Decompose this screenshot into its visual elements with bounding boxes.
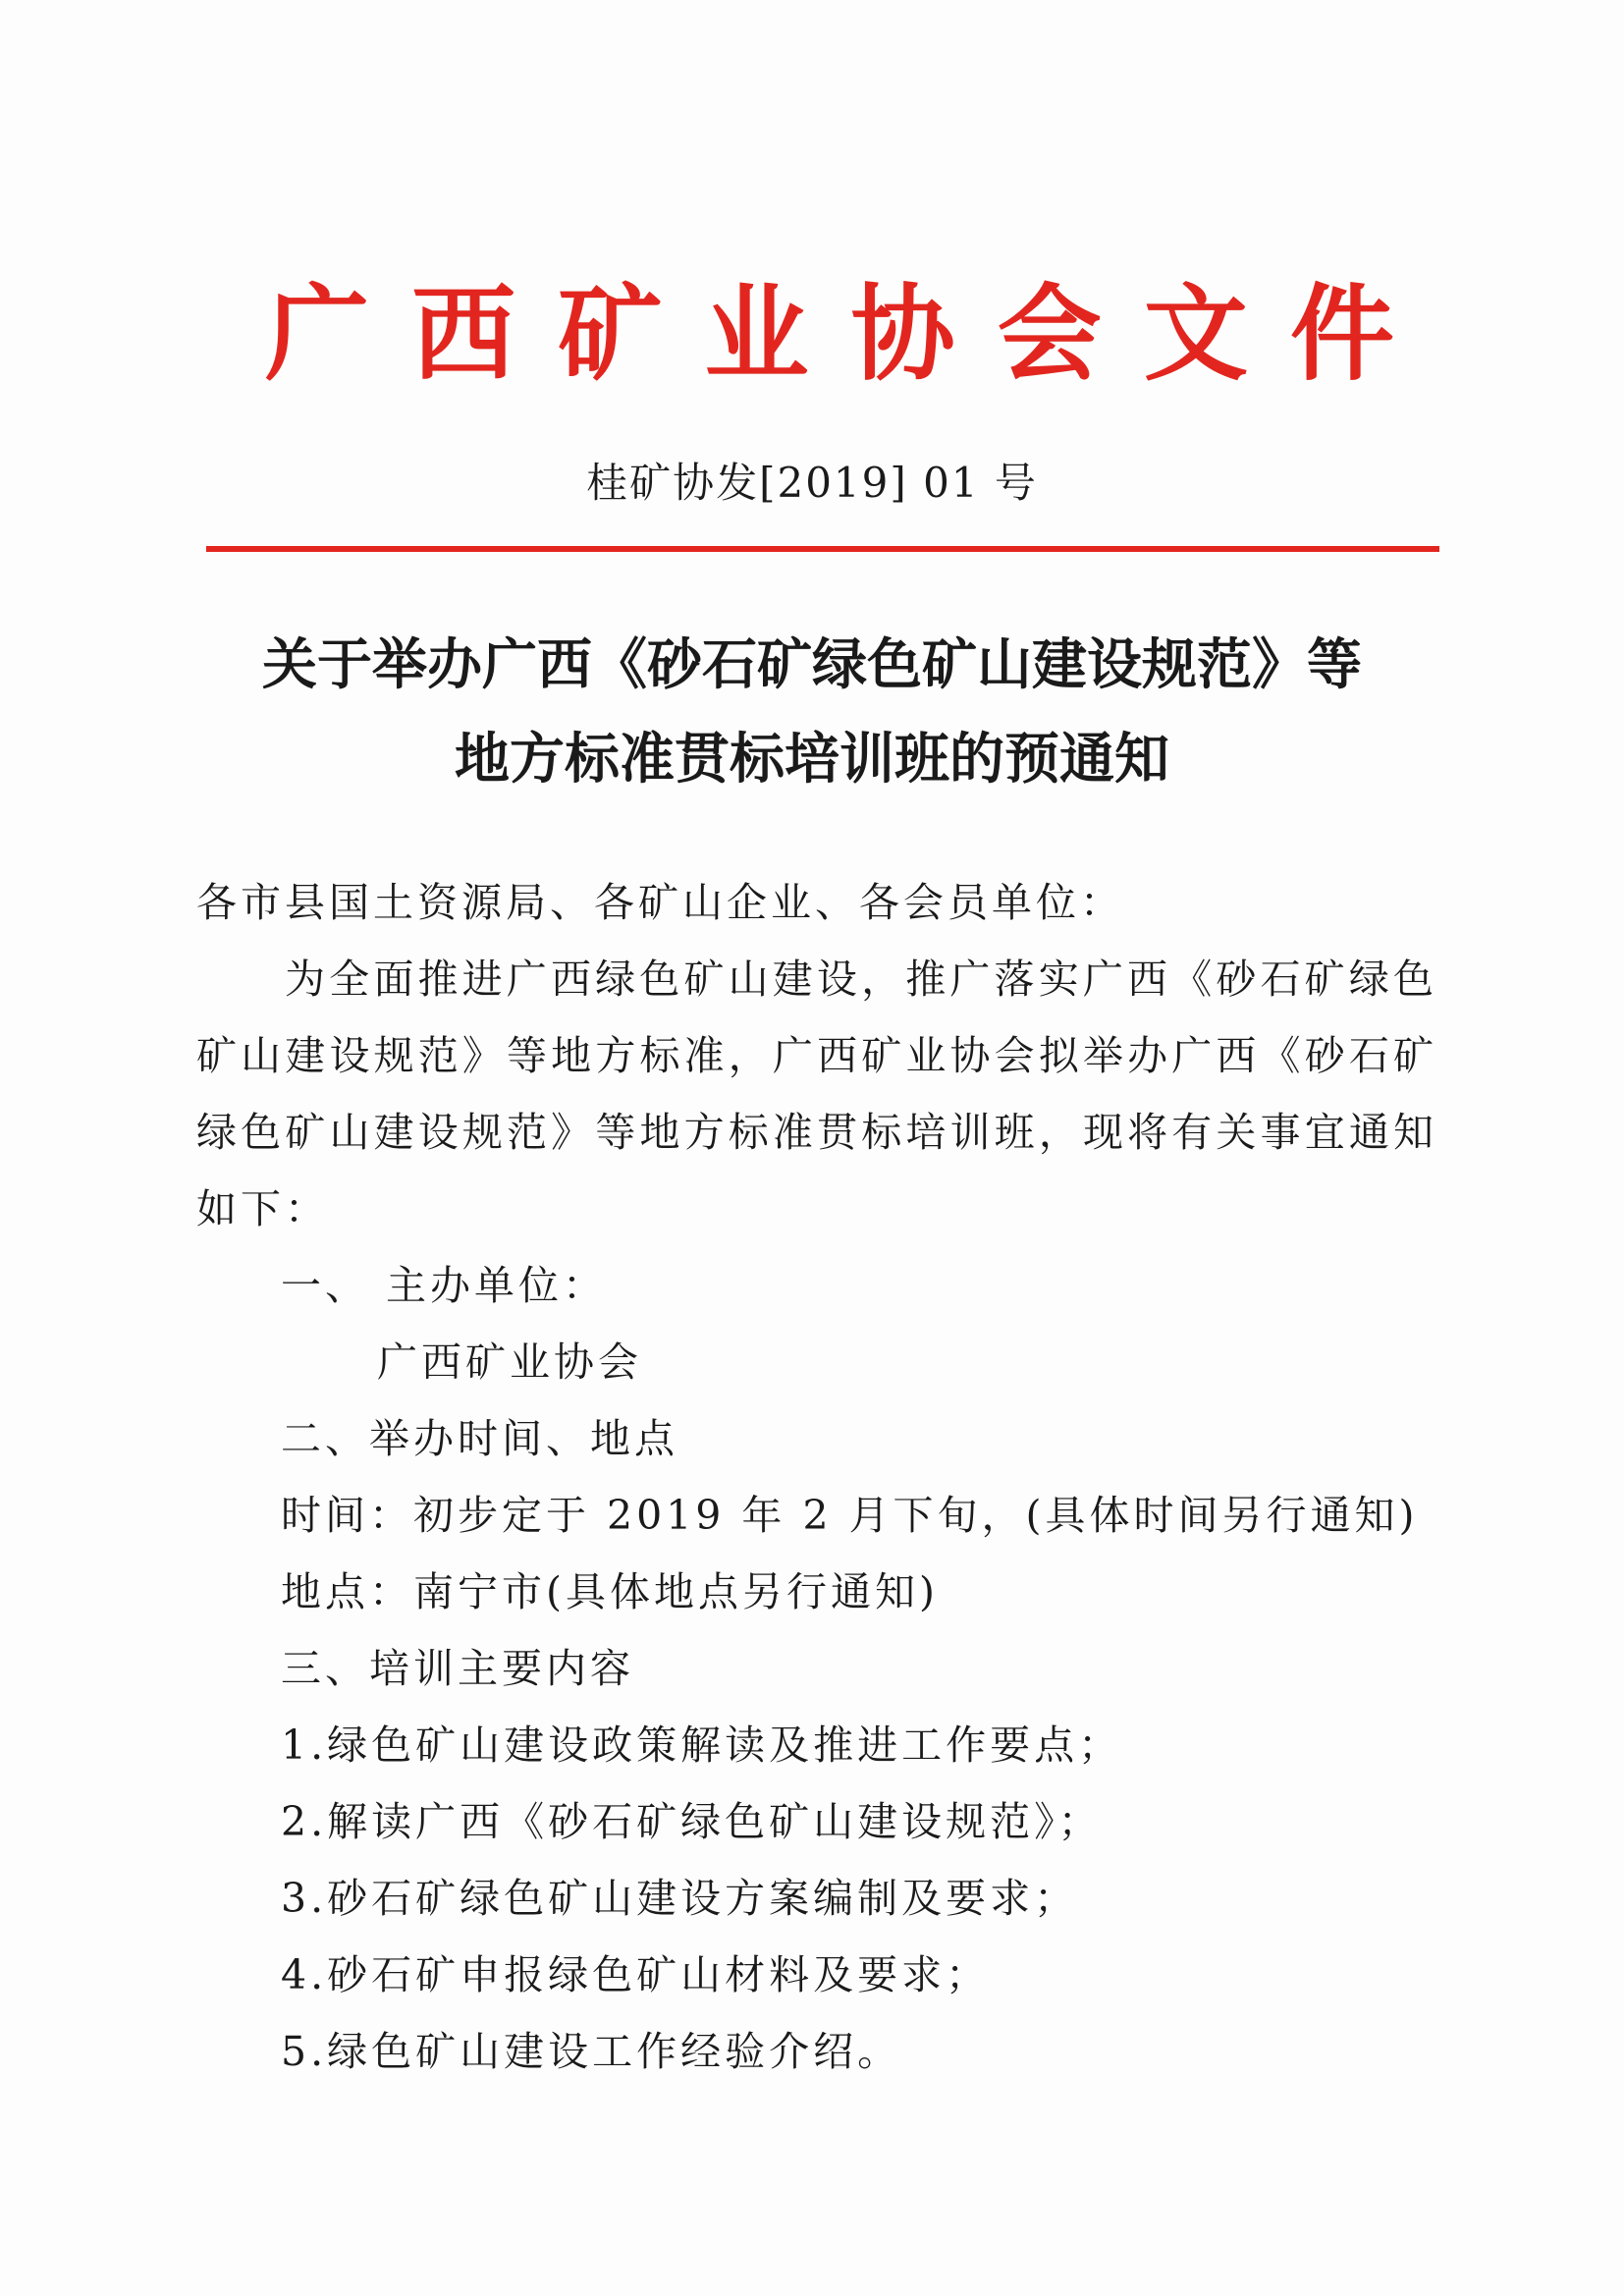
masthead-char: 文 [1143, 272, 1248, 395]
masthead-char: 会 [997, 272, 1102, 395]
list-item: 1.绿色矿山建设政策解读及推进工作要点； [281, 1722, 1123, 1769]
masthead-char: 业 [704, 272, 809, 395]
section2-heading: 二、举办时间、地点 [281, 1415, 678, 1462]
section3-heading: 三、培训主要内容 [281, 1645, 634, 1692]
list-item: 4.砂石矿申报绿色矿山材料及要求； [281, 1951, 991, 1998]
document-number: 桂矿协发[2019] 01 号 [586, 459, 1038, 507]
masthead-char: 广 [265, 272, 369, 395]
intro-paragraph: 为全面推进广西绿色矿山建设，推广落实广西《砂石矿绿色矿山建设规范》等地方标准，广西矿业协会拟举办广西《砂石矿绿色矿山建设规范》等地方标准贯标培训班，现将有关事宜通知如下： [196, 956, 1437, 1232]
section1-heading: 一、 主办单位： [281, 1262, 608, 1309]
masthead-char: 西 [411, 272, 516, 395]
red-divider [206, 546, 1439, 552]
list-item: 5.绿色矿山建设工作经验介绍。 [281, 2028, 902, 2075]
title-line-2: 地方标准贯标培训班的预通知 [455, 728, 1169, 792]
section2-place: 地点：南宁市(具体地点另行通知) [281, 1568, 939, 1615]
list-item: 3.砂石矿绿色矿山建设方案编制及要求； [281, 1875, 1079, 1922]
list-item: 2.解读广西《砂石矿绿色矿山建设规范》； [281, 1798, 1103, 1845]
document-title [0, 619, 1624, 807]
section1-content: 广西矿业协会 [377, 1339, 642, 1386]
section2-time: 时间：初步定于 2019 年 2 月下旬，(具体时间另行通知) [281, 1492, 1419, 1539]
masthead-char: 协 [850, 272, 955, 395]
masthead-char: 件 [1289, 272, 1394, 395]
masthead-char: 矿 [558, 272, 663, 395]
salutation: 各市县国土资源局、各矿山企业、各会员单位： [196, 879, 1124, 926]
title-line-1: 关于举办广西《砂石矿绿色矿山建设规范》等 [262, 633, 1362, 697]
masthead-title [265, 272, 1394, 395]
